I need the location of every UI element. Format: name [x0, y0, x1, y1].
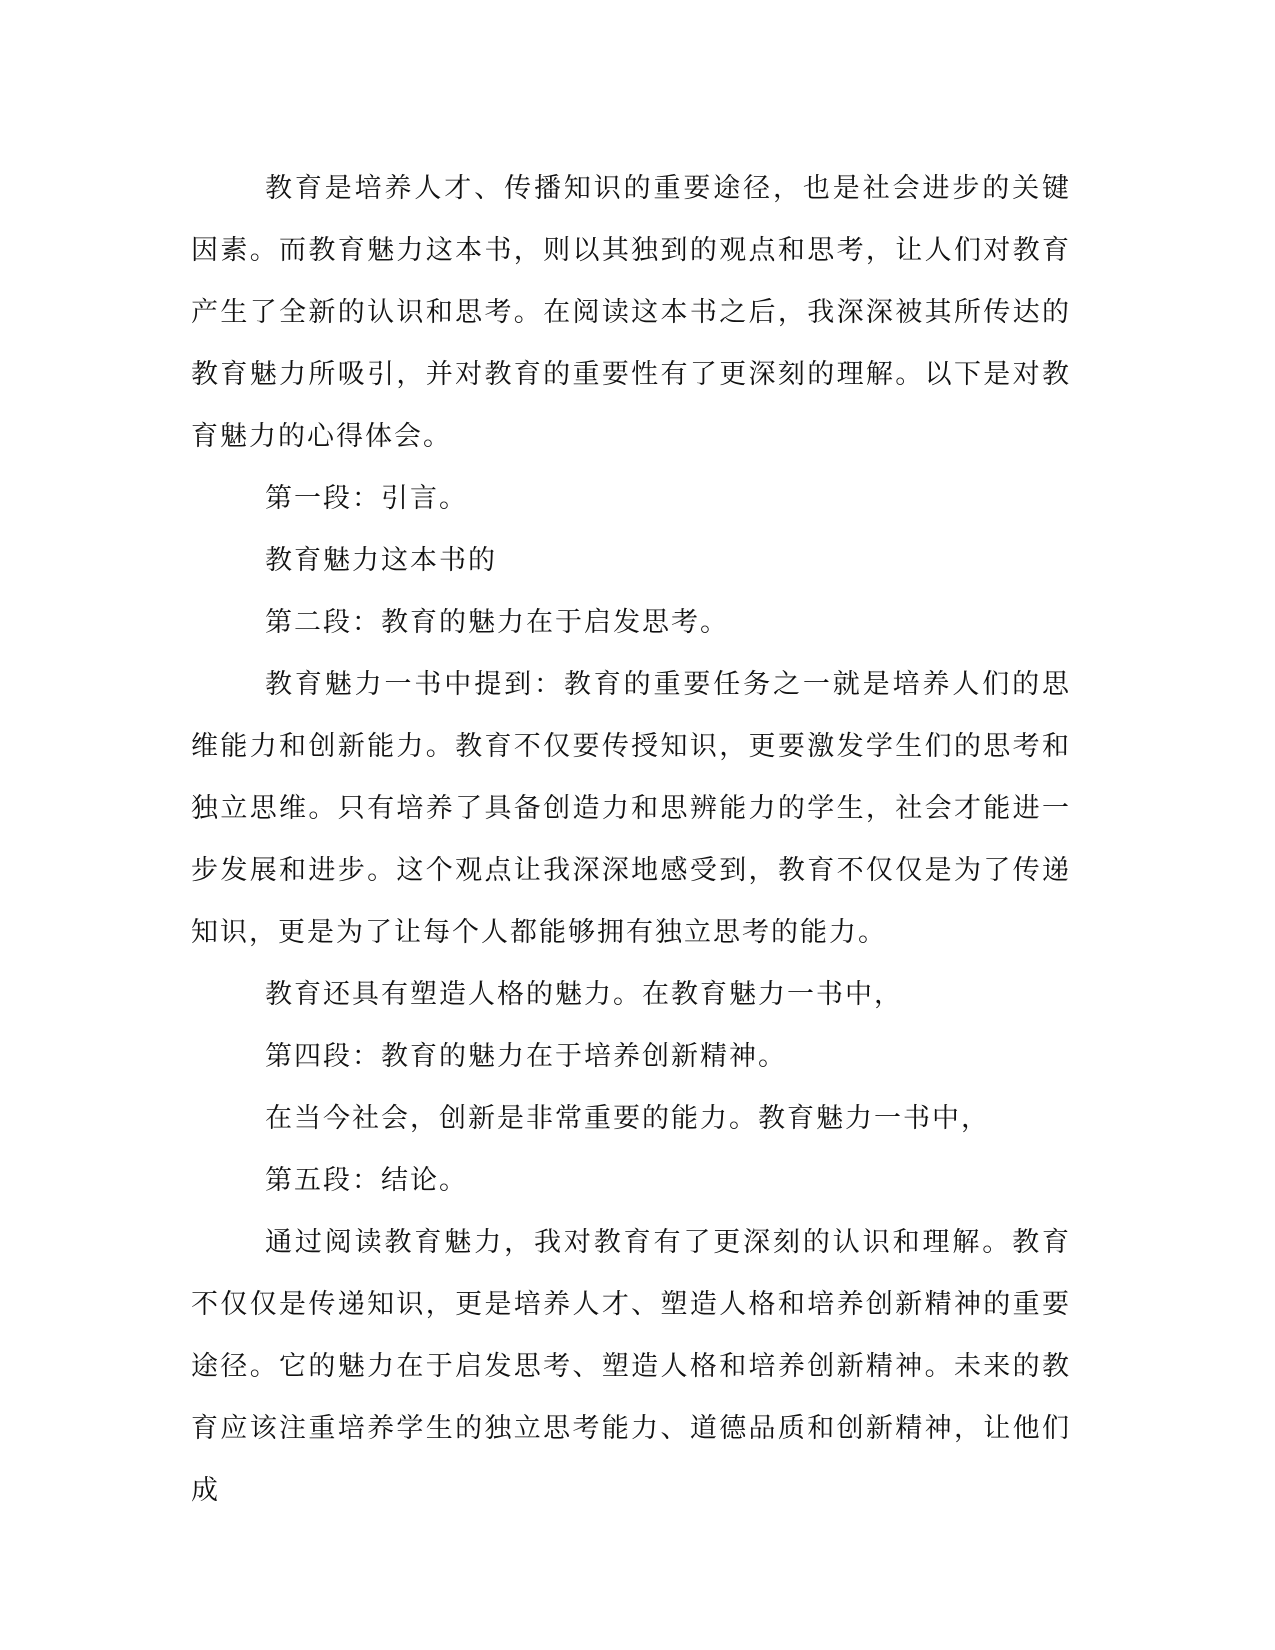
section-heading-1: 第一段：引言。 [265, 483, 468, 514]
paragraph-intro: 教育是培养人才、传播知识的重要途径，也是社会进步的关键因素。而教育魅力这本书，则以其独到的观点和思考，让人们对教育产生了全新的认识和思考。在阅读这本书之后，我深深被其所传达的教育魅力所吸引，并对教育的重要性有了更深刻的理解。以下是对教育魅力的心得体会。 [191, 173, 1071, 452]
paragraph-4: 在当今社会，创新是非常重要的能力。教育魅力一书中， [265, 1103, 990, 1134]
section-heading-4: 第四段：教育的魅力在于培养创新精神。 [265, 1041, 787, 1072]
paragraph-3: 教育还具有塑造人格的魅力。在教育魅力一书中， [265, 979, 903, 1010]
paragraph-2: 教育魅力一书中提到：教育的重要任务之一就是培养人们的思维能力和创新能力。教育不仅要传授知识，更要激发学生们的思考和独立思维。只有培养了具备创造力和思辨能力的学生，社会才能进一步发展和进步。这个观点让我深深地感受到，教育不仅仅是为了传递知识，更是为了让每个人都能够拥有独立思考的能力。 [191, 669, 1071, 948]
paragraph-conclusion: 通过阅读教育魅力，我对教育有了更深刻的认识和理解。教育不仅仅是传递知识，更是培养人才、塑造人格和培养创新精神的重要途径。它的魅力在于启发思考、塑造人格和培养创新精神。未来的教育应该注重培养学生的独立思考能力、道德品质和创新精神，让他们成 [191, 1227, 1071, 1506]
document-body [191, 158, 1071, 1522]
section-heading-2: 第二段：教育的魅力在于启发思考。 [265, 607, 729, 638]
section-heading-5: 第五段：结论。 [265, 1165, 468, 1196]
paragraph-1: 教育魅力这本书的 [265, 545, 497, 576]
